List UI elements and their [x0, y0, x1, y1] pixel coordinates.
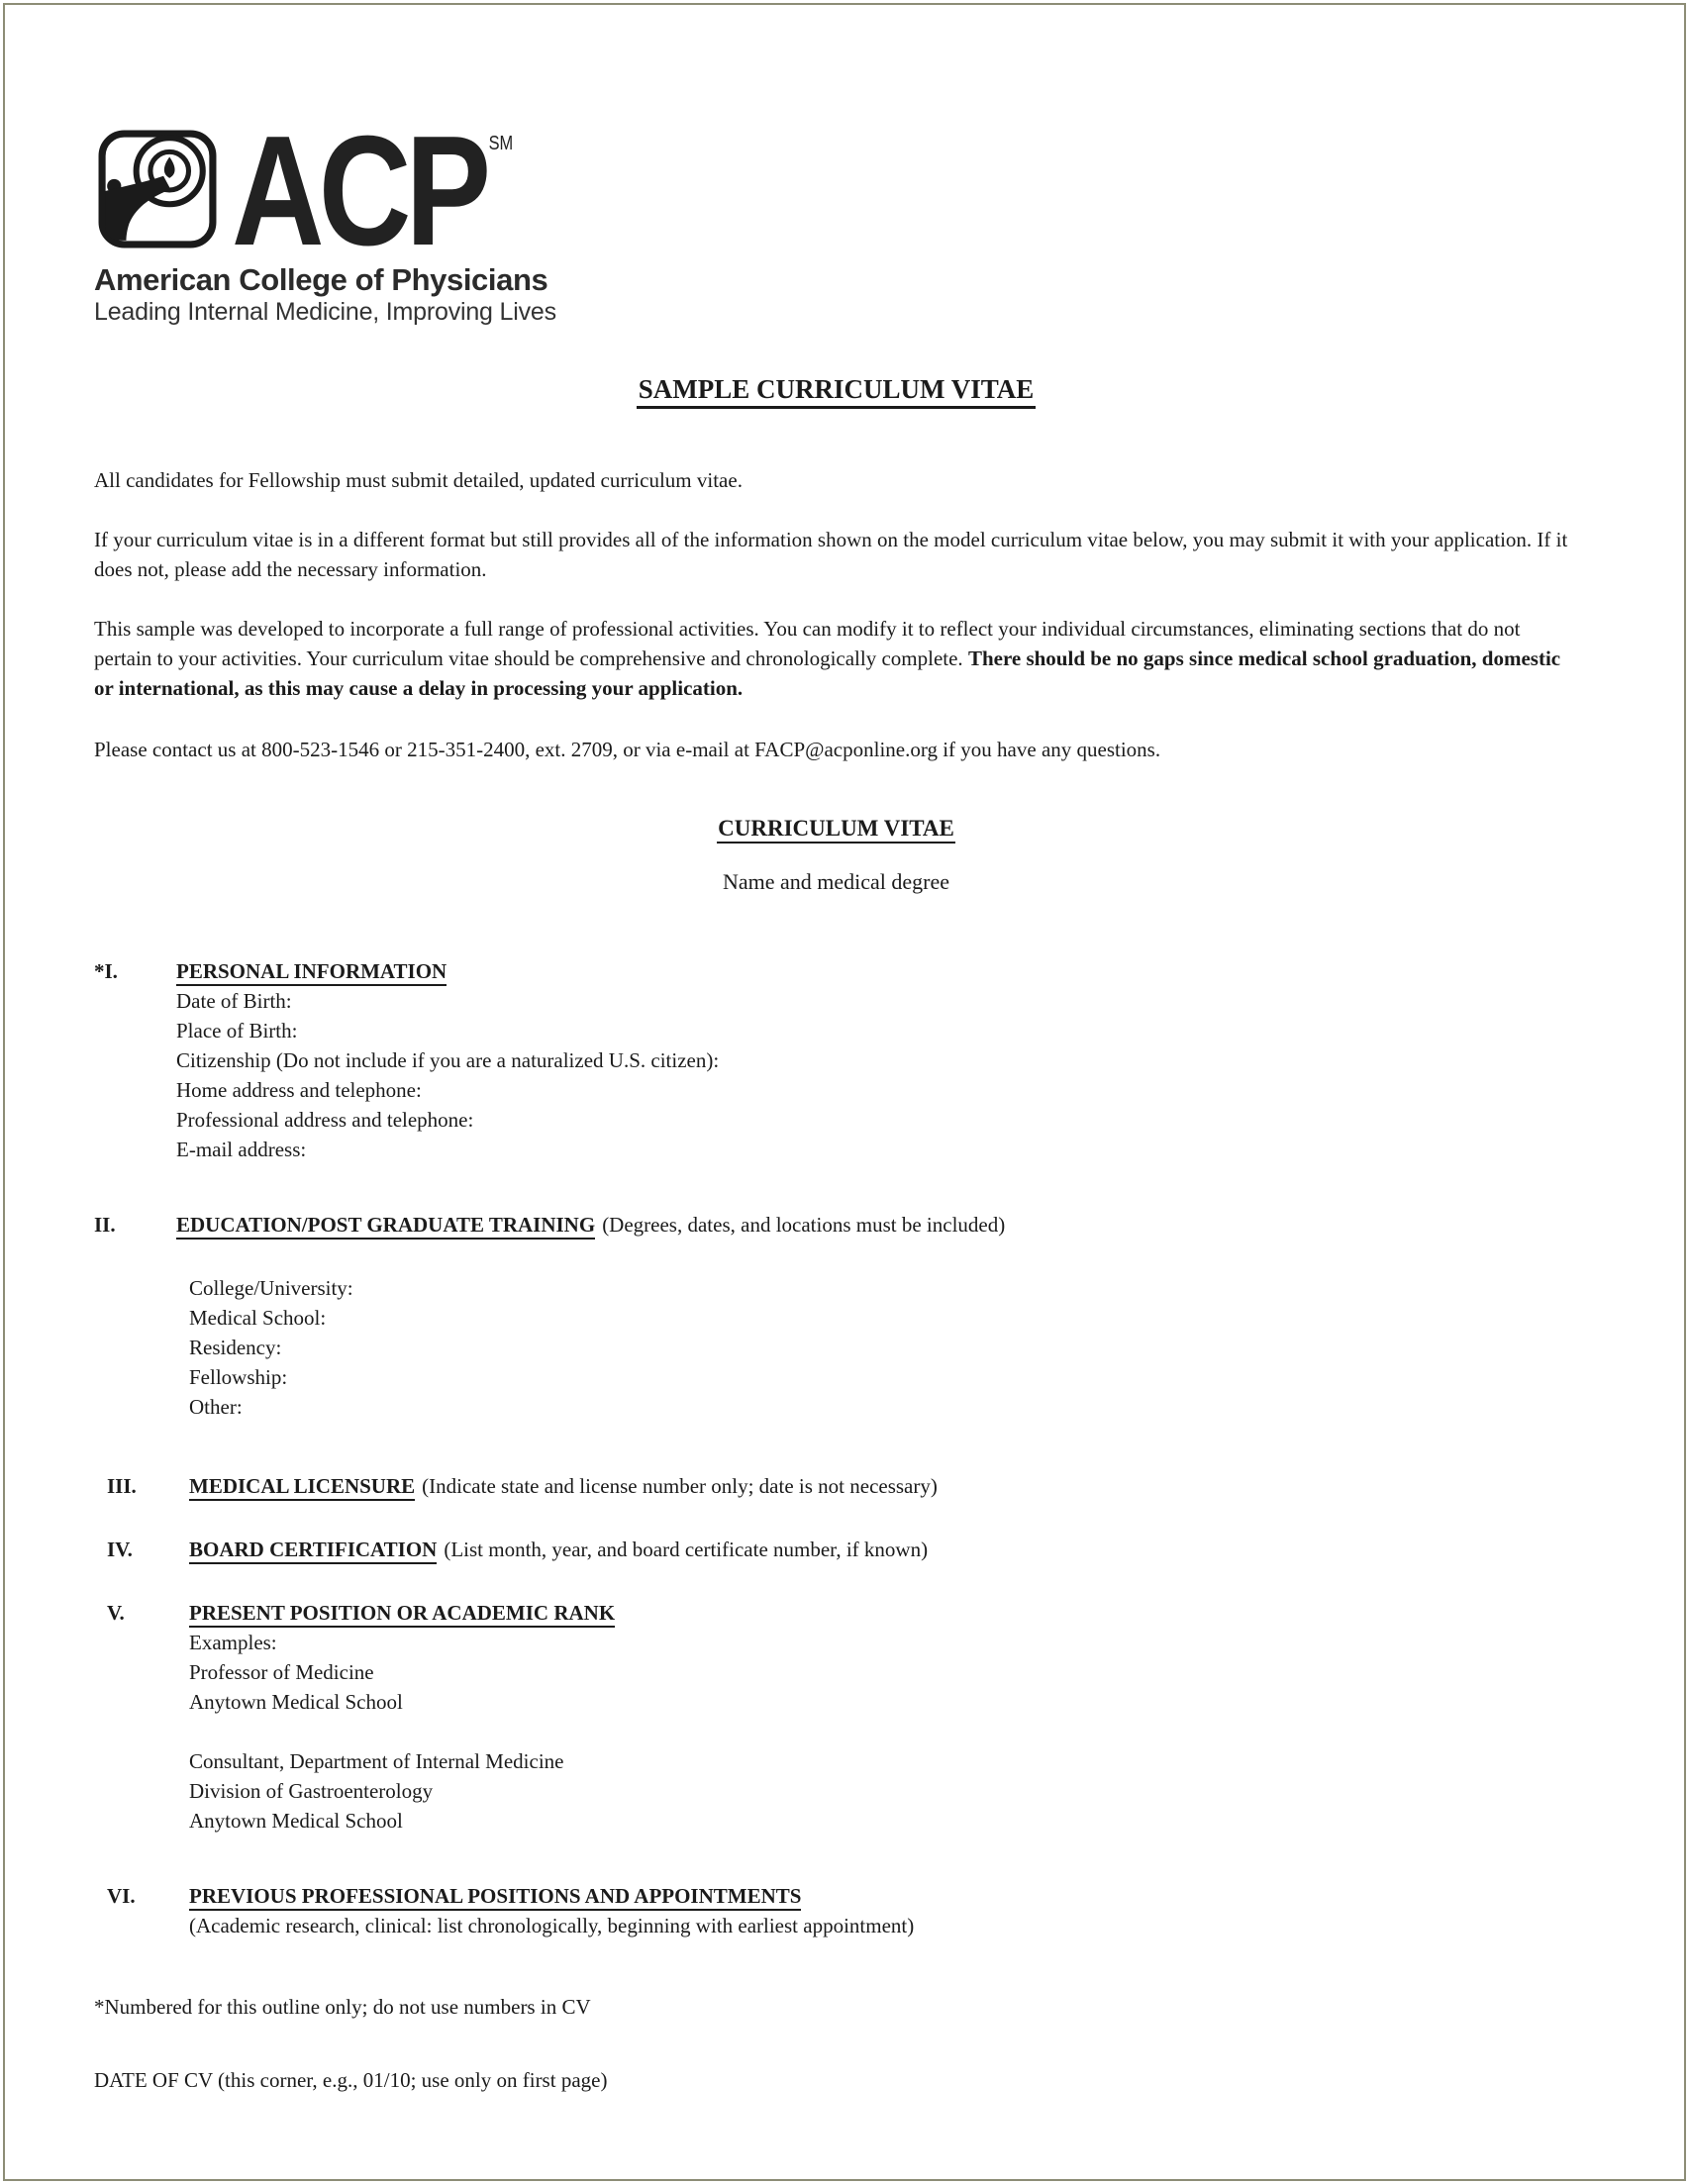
education-items	[189, 1273, 1578, 1422]
intro-paragraph-3	[94, 614, 1578, 703]
section-heading: PERSONAL INFORMATION	[176, 956, 1578, 986]
intro-paragraph-3-normal: This sample was developed to incorporate a full range of professional activities. You can modify it to reflect your individual circumstances, eliminating sections that do not pertain to your activities. Your curriculum vitae should be comprehensive and chronologically complete.	[94, 617, 1521, 670]
acp-logo-icon	[97, 129, 218, 249]
list-item: Professor of Medicine	[189, 1660, 374, 1684]
org-name: American College of Physicians	[94, 262, 548, 297]
intro-paragraph-3-bold: There should be no gaps since medical school graduation, domestic or international, as this may cause a delay in processing your application.	[94, 646, 1561, 700]
section-number: *I.	[94, 959, 118, 983]
list-item: Professional address and telephone:	[176, 1108, 474, 1132]
org-tagline: Leading Internal Medicine, Improving Lives	[94, 298, 556, 326]
acp-logo	[94, 85, 1578, 327]
section-heading: PREVIOUS PROFESSIONAL POSITIONS AND APPOINTMENTS	[189, 1881, 1578, 1911]
section-body	[189, 1598, 1578, 1836]
section-board-certification	[107, 1535, 1578, 1564]
section-number: V.	[107, 1601, 125, 1625]
section-heading-note: (Indicate state and license number only; date is not necessary)	[422, 1474, 938, 1498]
date-of-cv-note: DATE OF CV (this corner, e.g., 01/10; use only on first page)	[94, 2068, 608, 2092]
list-item: E-mail address:	[176, 1138, 307, 1161]
list-item: Fellowship:	[189, 1365, 288, 1389]
present-position-examples	[189, 1628, 1578, 1717]
personal-information-items	[176, 986, 1578, 1164]
section-heading-note: (Degrees, dates, and locations must be included)	[602, 1213, 1006, 1237]
section-heading: PRESENT POSITION OR ACADEMIC RANK	[189, 1598, 1578, 1628]
section-number: II.	[94, 1213, 116, 1237]
service-mark: SM	[488, 133, 514, 154]
list-item: Examples:	[189, 1631, 277, 1654]
section-heading-note: (List month, year, and board certificate number, if known)	[444, 1538, 929, 1561]
list-item: Citizenship (Do not include if you are a naturalized U.S. citizen):	[176, 1048, 720, 1072]
section-education	[94, 1210, 1578, 1422]
present-position-examples-2	[189, 1746, 1578, 1836]
section-body	[189, 1471, 1578, 1501]
section-number: IV.	[107, 1538, 133, 1561]
section-body	[176, 956, 1578, 1164]
section-previous-positions	[107, 1881, 1578, 1940]
contact-paragraph: Please contact us at 800-523-1546 or 215-351-2400, ext. 2709, or via e-mail at FACP@acponline.org if you have any questions.	[94, 738, 1161, 761]
section-body	[176, 1210, 1578, 1422]
numbering-footnote: *Numbered for this outline only; do not use numbers in CV	[94, 1995, 591, 2019]
list-item: Anytown Medical School	[189, 1690, 403, 1714]
section-number: III.	[107, 1474, 137, 1498]
list-item: Place of Birth:	[176, 1019, 298, 1042]
intro-paragraph-1: All candidates for Fellowship must submit detailed, updated curriculum vitae.	[94, 468, 743, 492]
document-content	[94, 85, 1578, 2095]
cv-subheading: Name and medical degree	[722, 869, 950, 894]
acp-logo-row	[94, 85, 1578, 278]
list-item: Consultant, Department of Internal Medicine	[189, 1749, 564, 1773]
list-item: Residency:	[189, 1336, 282, 1359]
section-medical-licensure	[107, 1471, 1578, 1501]
section-heading: BOARD CERTIFICATION (List month, year, and board certificate number, if known)	[189, 1535, 1578, 1564]
section-heading: MEDICAL LICENSURE (Indicate state and license number only; date is not necessary)	[189, 1471, 1578, 1501]
list-item: Medical School:	[189, 1306, 327, 1330]
list-item: Other:	[189, 1395, 243, 1419]
section-body	[189, 1535, 1578, 1564]
intro-paragraph-2: If your curriculum vitae is in a different format but still provides all of the information shown on the model curriculum vitae below, you may submit it with your application. If it does not, please add the necessary information.	[94, 528, 1568, 581]
section-body	[189, 1881, 1578, 1940]
section-heading: EDUCATION/POST GRADUATE TRAINING (Degrees, dates, and locations must be included)	[176, 1210, 1578, 1240]
acp-acronym: ACP SM	[232, 85, 513, 249]
section-present-position	[107, 1598, 1578, 1836]
list-item: Division of Gastroenterology	[189, 1779, 434, 1803]
section-number: VI.	[107, 1884, 136, 1908]
cv-heading: CURRICULUM VITAE	[94, 814, 1578, 844]
document-title: SAMPLE CURRICULUM VITAE	[94, 372, 1578, 406]
list-item: Anytown Medical School	[189, 1809, 403, 1833]
section-personal-information	[94, 956, 1578, 1164]
section-subtitle: (Academic research, clinical: list chronologically, beginning with earliest appointment)	[189, 1914, 915, 1937]
list-item: Date of Birth:	[176, 989, 292, 1013]
list-item: College/University:	[189, 1276, 353, 1300]
list-item: Home address and telephone:	[176, 1078, 422, 1102]
cv-outline	[94, 956, 1578, 1940]
